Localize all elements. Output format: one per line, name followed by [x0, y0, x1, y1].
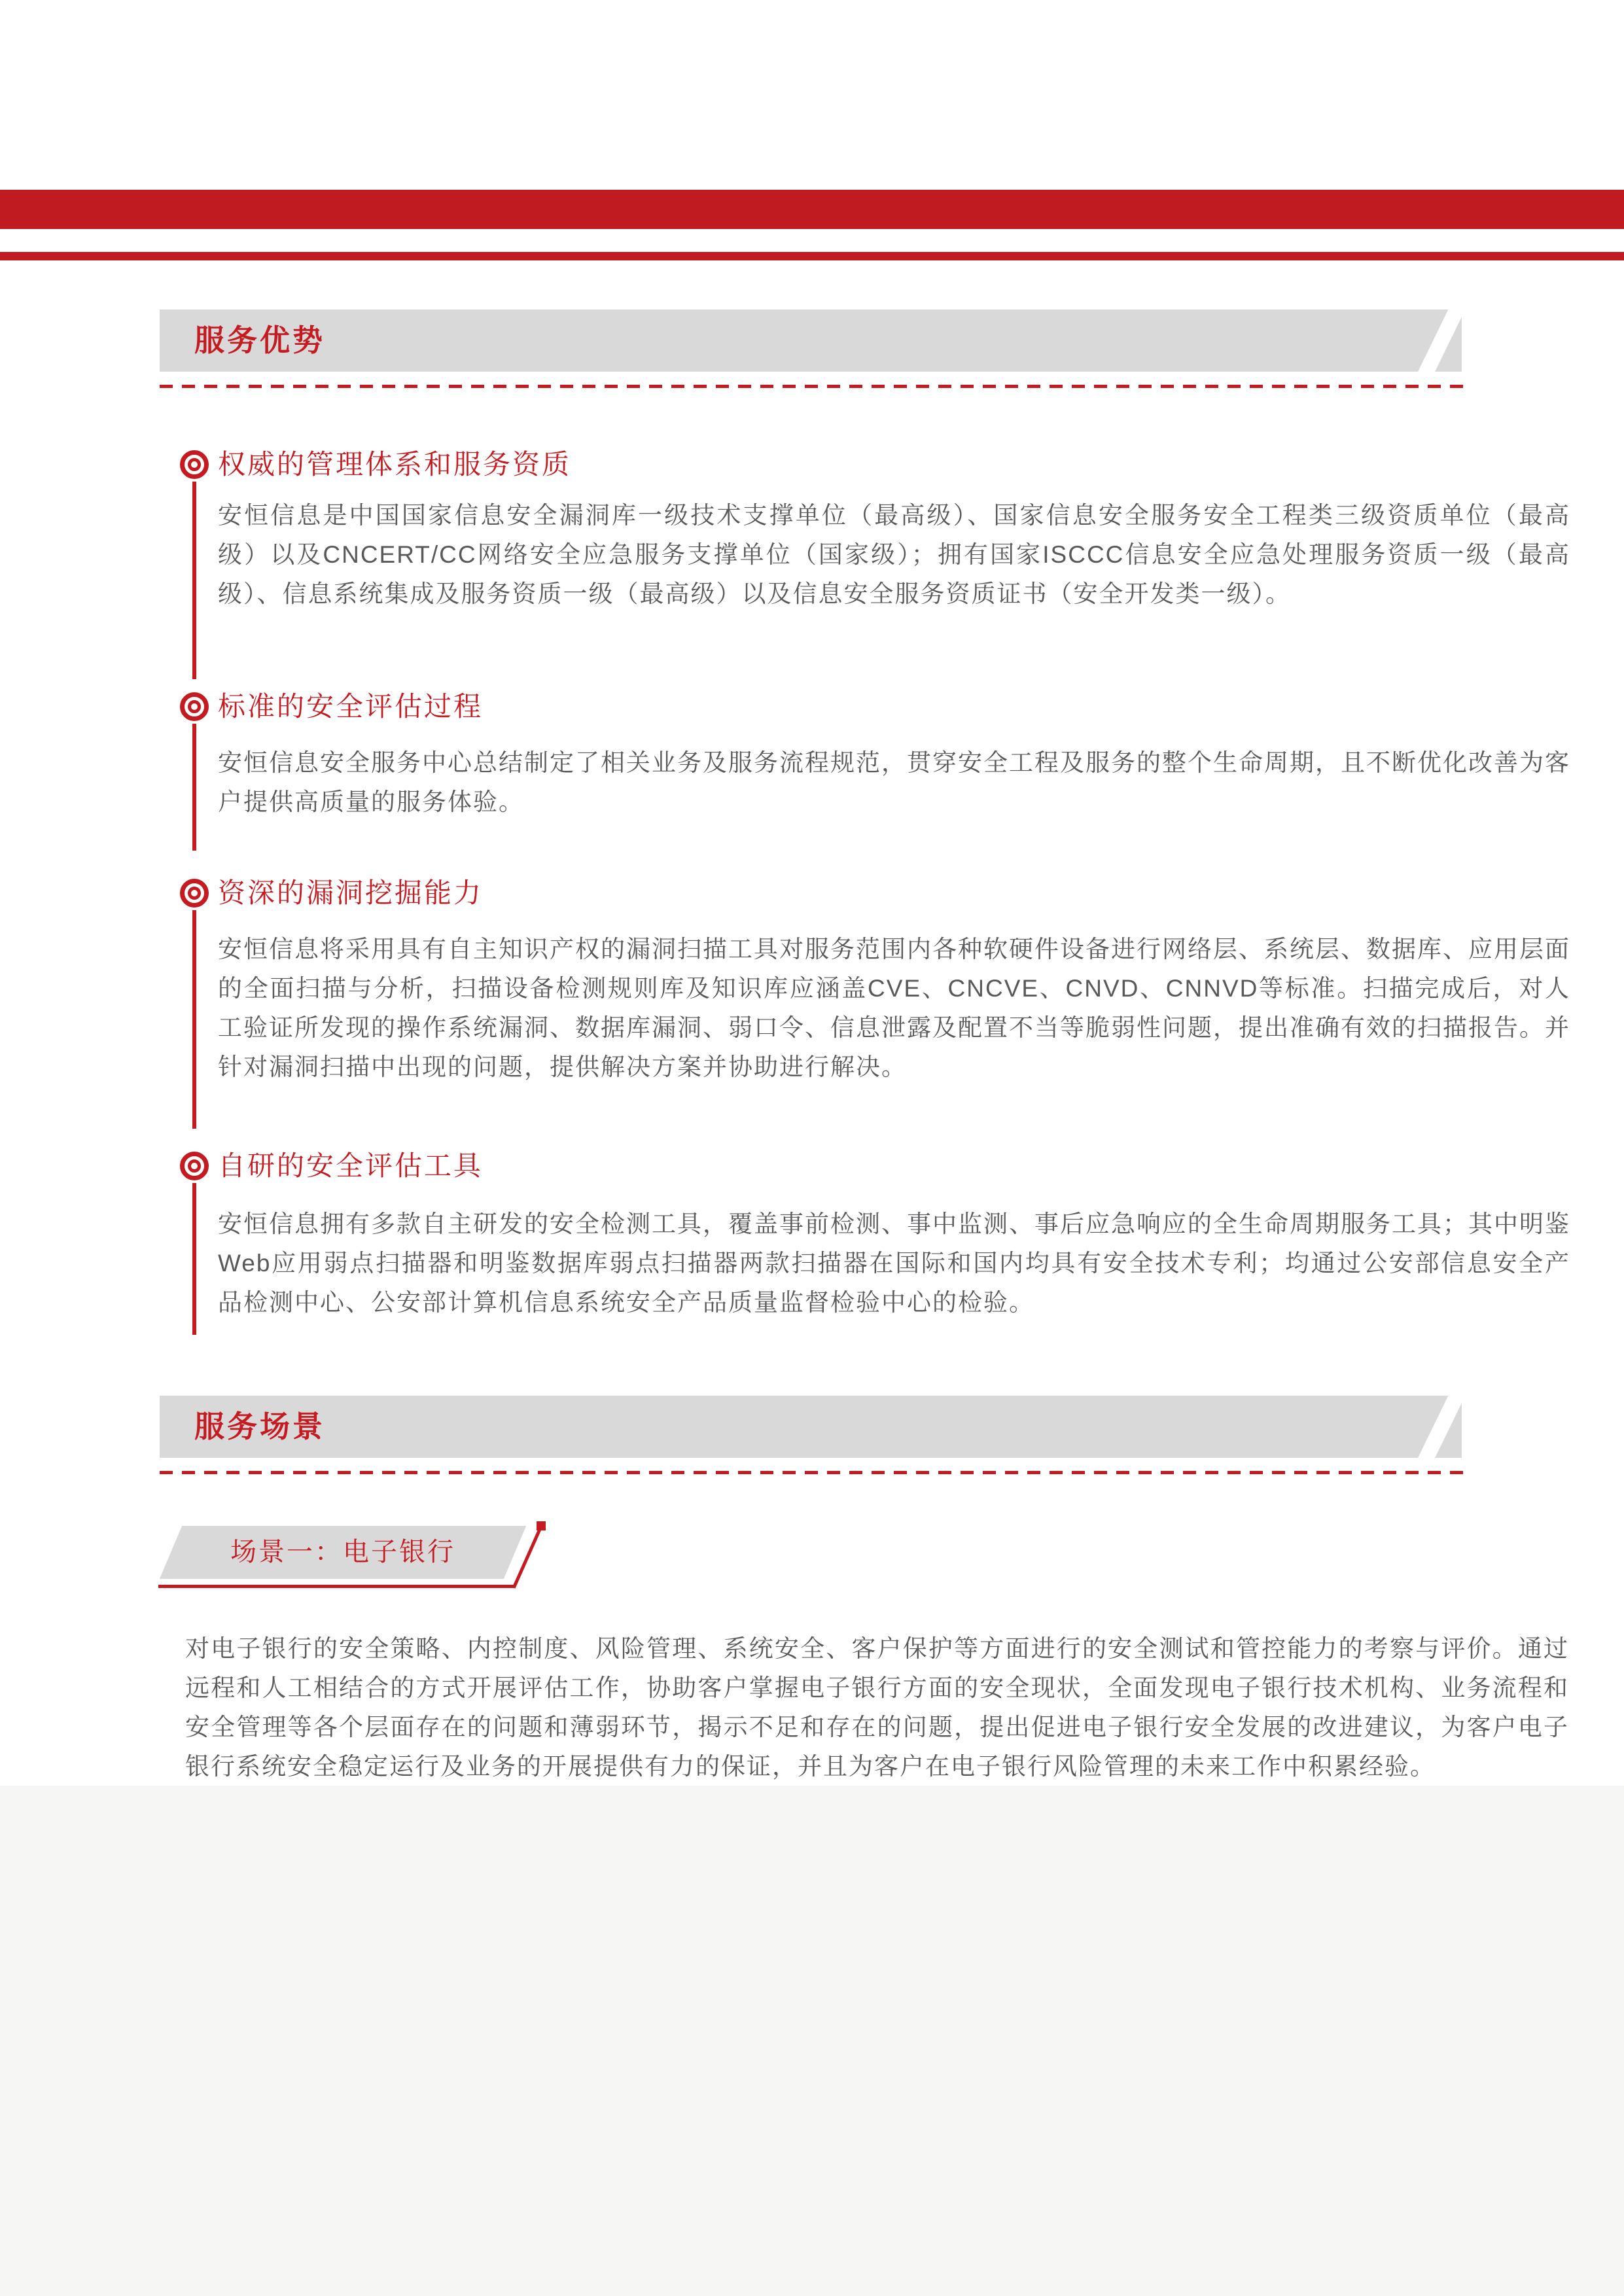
advantage-paragraph: 安恒信息拥有多款自主研发的安全检测工具，覆盖事前检测、事中监测、事后应急响应的全生命周期服务工具；其中明鉴Web应用弱点扫描器和明鉴数据库弱点扫描器两款扫描器在国际和国内均具有安全技术专利；均通过公安部信息安全产品检测中心、公安部计算机信息系统安全产品质量监督检验中心的检验。 [218, 1210, 1570, 1316]
dashed-divider [160, 385, 1464, 388]
timeline-connector-line [192, 724, 196, 851]
timeline-connector-line [192, 910, 196, 1129]
scenario-badge-label: 场景一：电子银行 [230, 1538, 455, 1566]
badge-underline-decoration [158, 1585, 516, 1588]
target-bullet-inner-ring [188, 458, 201, 471]
top-accent-bar-thin [0, 252, 1624, 260]
badge-square-decoration [537, 1521, 546, 1530]
diagonal-slash-decoration [1417, 309, 1462, 372]
advantage-title: 权威的管理体系和服务资质 [218, 449, 572, 480]
advantage-paragraph: 安恒信息是中国国家信息安全漏洞库一级技术支撑单位（最高级）、国家信息安全服务安全工程类三级资质单位（最高级）以及CNCERT/CC网络安全应急服务支撑单位（国家级）；拥有国家ISCCC信息安全应急处理服务资质一级（最高级）、信息系统集成及服务资质一级（最高级）以及信息安全服务资质证书（安全开发类一级）。 [218, 502, 1570, 607]
target-bullet-inner-ring [188, 700, 201, 713]
target-bullet-icon [180, 450, 209, 479]
target-bullet-inner-ring [188, 887, 201, 900]
target-bullet-icon [180, 879, 209, 908]
advantage-paragraph: 安恒信息将采用具有自主知识产权的漏洞扫描工具对服务范围内各种软硬件设备进行网络层、系统层、数据库、应用层面的全面扫描与分析，扫描设备检测规则库及知识库应涵盖CVE、CNCVE、CNVD、CNNVD等标准。扫描完成后，对人工验证所发现的操作系统漏洞、数据库漏洞、弱口令、信息泄露及配置不当等脆弱性问题，提出准确有效的扫描报告。并针对漏洞扫描中出现的问题，提供解决方案并协助进行解决。 [218, 936, 1570, 1080]
target-bullet-icon [180, 1152, 209, 1180]
target-bullet-inner-ring [188, 1159, 201, 1173]
target-bullet-icon [180, 692, 209, 721]
section-title: 服务优势 [194, 323, 325, 357]
scenario-badge [160, 1526, 526, 1579]
advantage-title: 自研的安全评估工具 [218, 1150, 484, 1181]
scenario-paragraph: 对电子银行的安全策略、内控制度、风险管理、系统安全、客户保护等方面进行的安全测试和管控能力的考察与评价。通过远程和人工相结合的方式开展评估工作，协助客户掌握电子银行方面的安全现状，全面发现电子银行技术机构、业务流程和安全管理等各个层面存在的问题和薄弱环节，揭示不足和存在的问题，提出促进电子银行安全发展的改进建议，为客户电子银行系统安全稳定运行及业务的开展提供有力的保证，并且为客户在电子银行风险管理的未来工作中积累经验。 [185, 1635, 1569, 1780]
diagonal-slash-decoration [1417, 1396, 1462, 1458]
section-header-scenarios [160, 1396, 1462, 1458]
section-header-advantages [160, 309, 1462, 372]
section-title: 服务场景 [194, 1409, 325, 1443]
advantage-paragraph: 安恒信息安全服务中心总结制定了相关业务及服务流程规范，贯穿安全工程及服务的整个生命周期，且不断优化改善为客户提供高质量的服务体验。 [218, 749, 1570, 815]
timeline-connector-line [192, 482, 196, 679]
timeline-connector-line [192, 1183, 196, 1335]
advantage-title: 标准的安全评估过程 [218, 691, 484, 722]
dashed-divider [160, 1471, 1464, 1474]
footer-gray-panel [0, 1786, 1624, 2296]
top-accent-bar-thick [0, 190, 1624, 229]
advantage-title: 资深的漏洞挖掘能力 [218, 877, 484, 908]
